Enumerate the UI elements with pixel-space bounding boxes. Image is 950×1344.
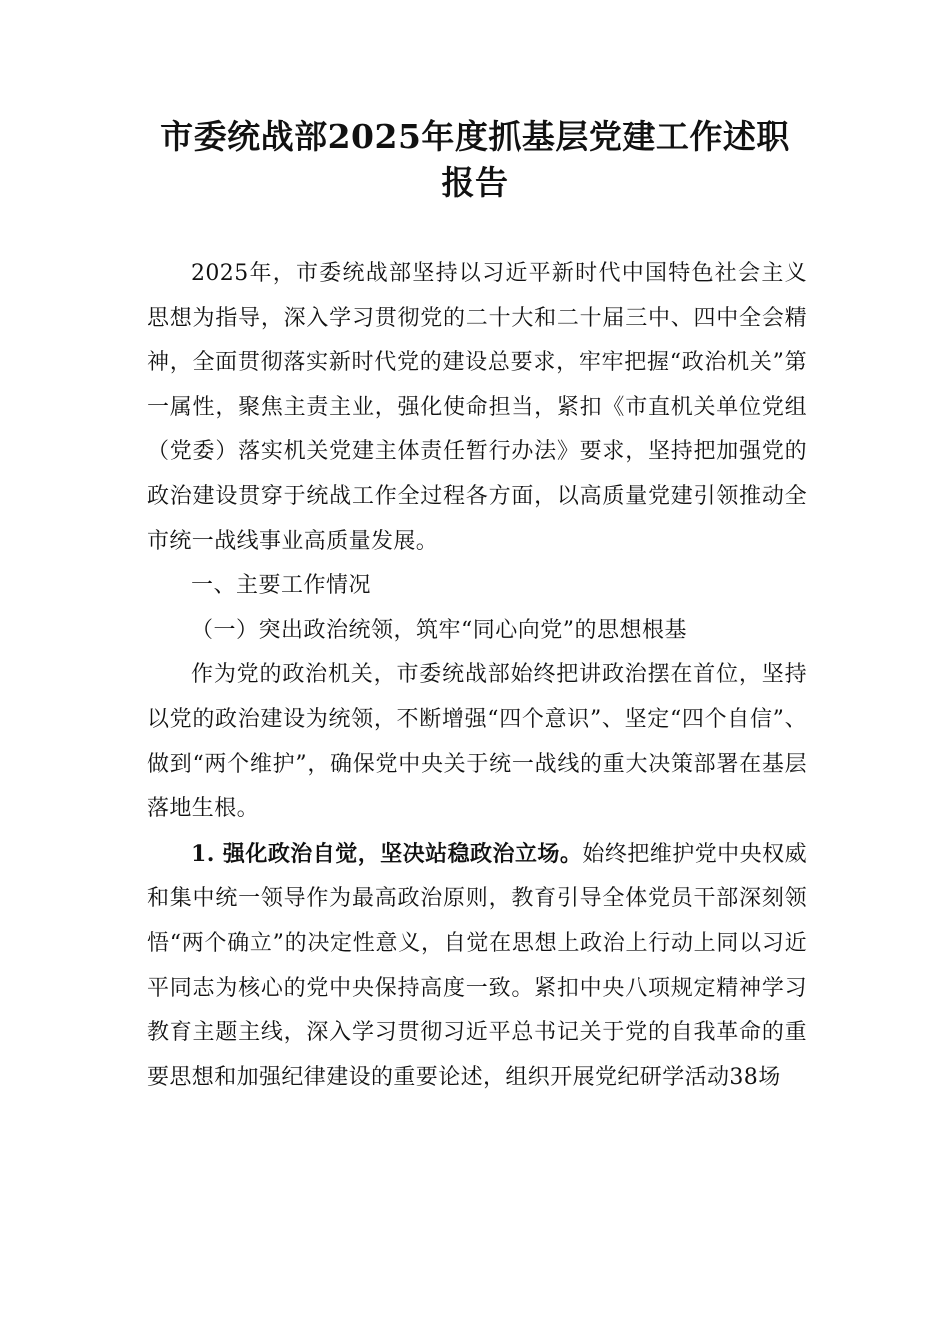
title-line-2: 报告 (441, 163, 509, 202)
section-heading-1: 一、主要工作情况 (191, 573, 372, 599)
title-line-1: 市委统战部2025年度抓基层党建工作述职 (160, 117, 790, 156)
subsection-heading-1: （一）突出政治统领，筑牢“同心向党”的思想根基 (191, 617, 687, 643)
document-title (100, 114, 850, 206)
item-text-1: 始终把维护党中央权威和集中统一领导作为最高政治原则，教育引导全体党员干部深刻领悟“两个确立”的决定性意义，自觉在思想上政治上行动上同以习近平同志为核心的党中央保持高度一致。紧扣中央八项规定精神学习教育主题主线，深入学习贯彻习近平总书记关于党的自我革命的重要思想和加强纪律建设的重要论述，组织开展党纪研学活动38场 (147, 841, 807, 1090)
intro-paragraph: 2025年，市委统战部坚持以习近平新时代中国特色社会主义思想为指导，深入学习贯彻党的二十大和二十届三中、四中全会精神，全面贯彻落实新时代党的建设总要求，牢牢把握“政治机关”第一属性，聚焦主责主业，强化使命担当，紧扣《市直机关单位党组（党委）落实机关党建主体责任暂行办法》要求，坚持把加强党的政治建设贯穿于统战工作全过程各方面，以高质量党建引领推动全市统一战线事业高质量发展。 (147, 261, 807, 554)
subsection-paragraph-1: 作为党的政治机关，市委统战部始终把讲政治摆在首位，坚持以党的政治建设为统领，不断增强“四个意识”、坚定“四个自信”、做到“两个维护”，确保党中央关于统一战线的重大决策部署在基层落地生根。 (147, 662, 807, 822)
item-lead-1: 1. 强化政治自觉，坚决站稳政治立场。 (191, 840, 583, 867)
item-paragraph-1 (147, 832, 807, 1101)
document-body (147, 252, 807, 1100)
